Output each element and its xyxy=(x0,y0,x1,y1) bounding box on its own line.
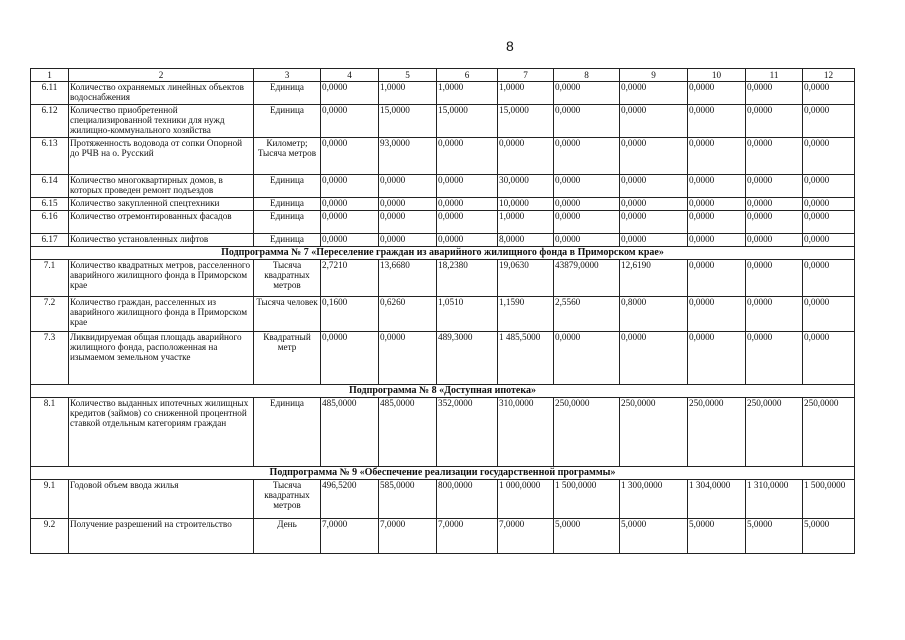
value-cell: 0,0000 xyxy=(688,297,746,332)
value-cell: 0,0000 xyxy=(437,211,498,234)
column-header: 5 xyxy=(379,69,437,82)
value-cell: 15,0000 xyxy=(437,105,498,138)
value-cell: 0,0000 xyxy=(620,198,688,211)
unit-cell: Квадратный метр xyxy=(254,332,321,385)
value-cell: 0,0000 xyxy=(803,82,855,105)
value-cell: 5,0000 xyxy=(746,519,803,554)
value-cell: 0,0000 xyxy=(554,234,620,247)
value-cell: 0,0000 xyxy=(379,234,437,247)
value-cell: 0,0000 xyxy=(803,332,855,385)
value-cell: 0,0000 xyxy=(746,211,803,234)
value-cell: 0,0000 xyxy=(321,82,379,105)
row-number-cell: 6.11 xyxy=(31,82,69,105)
value-cell: 0,0000 xyxy=(688,234,746,247)
value-cell: 352,0000 xyxy=(437,398,498,467)
value-cell: 2,5560 xyxy=(554,297,620,332)
indicator-name-cell: Количество выданных ипотечных жилищных кредитов (займов) со сниженной процентной ставкой отдельным категориям граждан xyxy=(69,398,254,467)
unit-cell: Единица xyxy=(254,398,321,467)
value-cell: 0,0000 xyxy=(803,260,855,297)
value-cell: 7,0000 xyxy=(437,519,498,554)
table-row xyxy=(31,260,855,297)
indicator-name-cell: Количество закупленной спецтехники xyxy=(69,198,254,211)
value-cell: 0,0000 xyxy=(554,332,620,385)
table-row xyxy=(31,175,855,198)
value-cell: 0,0000 xyxy=(746,198,803,211)
table-row xyxy=(31,332,855,385)
value-cell: 0,0000 xyxy=(620,332,688,385)
value-cell: 7,0000 xyxy=(321,519,379,554)
value-cell: 5,0000 xyxy=(803,519,855,554)
row-number-cell: 7.3 xyxy=(31,332,69,385)
value-cell: 15,0000 xyxy=(379,105,437,138)
value-cell: 0,0000 xyxy=(746,234,803,247)
value-cell: 0,0000 xyxy=(554,175,620,198)
value-cell: 1 304,0000 xyxy=(688,480,746,519)
value-cell: 585,0000 xyxy=(379,480,437,519)
section-title: Подпрограмма № 7 «Переселение граждан из аварийного жилищного фонда в Приморском крае» xyxy=(31,247,855,260)
value-cell: 30,0000 xyxy=(498,175,554,198)
row-number-cell: 6.14 xyxy=(31,175,69,198)
row-number-cell: 6.17 xyxy=(31,234,69,247)
value-cell: 0,0000 xyxy=(688,138,746,175)
value-cell: 0,0000 xyxy=(746,297,803,332)
value-cell: 0,8000 xyxy=(620,297,688,332)
table-row xyxy=(31,297,855,332)
indicator-name-cell: Количество отремонтированных фасадов xyxy=(69,211,254,234)
column-header: 2 xyxy=(69,69,254,82)
value-cell: 1 500,0000 xyxy=(803,480,855,519)
value-cell: 0,0000 xyxy=(746,138,803,175)
table-row xyxy=(31,82,855,105)
value-cell: 8,0000 xyxy=(498,234,554,247)
indicator-name-cell: Количество многоквартирных домов, в которых проведен ремонт подъездов xyxy=(69,175,254,198)
value-cell: 0,0000 xyxy=(498,138,554,175)
section-heading-row xyxy=(31,385,855,398)
table-row xyxy=(31,198,855,211)
value-cell: 0,0000 xyxy=(554,138,620,175)
value-cell: 310,0000 xyxy=(498,398,554,467)
value-cell: 0,0000 xyxy=(321,332,379,385)
value-cell: 0,0000 xyxy=(803,105,855,138)
value-cell: 1,0510 xyxy=(437,297,498,332)
value-cell: 0,0000 xyxy=(620,234,688,247)
row-number-cell: 6.13 xyxy=(31,138,69,175)
value-cell: 0,0000 xyxy=(379,211,437,234)
unit-cell: Единица xyxy=(254,82,321,105)
value-cell: 0,0000 xyxy=(620,138,688,175)
value-cell: 0,0000 xyxy=(746,105,803,138)
value-cell: 5,0000 xyxy=(554,519,620,554)
table-row xyxy=(31,138,855,175)
value-cell: 0,0000 xyxy=(554,105,620,138)
value-cell: 12,6190 xyxy=(620,260,688,297)
value-cell: 43879,0000 xyxy=(554,260,620,297)
row-number-cell: 7.1 xyxy=(31,260,69,297)
value-cell: 0,0000 xyxy=(803,198,855,211)
value-cell: 0,0000 xyxy=(803,175,855,198)
value-cell: 0,0000 xyxy=(379,175,437,198)
value-cell: 489,3000 xyxy=(437,332,498,385)
table-row xyxy=(31,398,855,467)
table-row xyxy=(31,480,855,519)
value-cell: 250,0000 xyxy=(746,398,803,467)
column-header: 6 xyxy=(437,69,498,82)
column-header: 9 xyxy=(620,69,688,82)
value-cell: 0,0000 xyxy=(379,332,437,385)
indicator-name-cell: Количество приобретенной специализированной техники для нужд жилищно-коммунального хозяйства xyxy=(69,105,254,138)
value-cell: 0,0000 xyxy=(620,82,688,105)
value-cell: 0,0000 xyxy=(437,198,498,211)
unit-cell: Единица xyxy=(254,198,321,211)
column-header: 4 xyxy=(321,69,379,82)
column-header: 12 xyxy=(803,69,855,82)
section-heading-row xyxy=(31,247,855,260)
indicator-name-cell: Количество установленных лифтов xyxy=(69,234,254,247)
table-row xyxy=(31,105,855,138)
column-header: 3 xyxy=(254,69,321,82)
value-cell: 0,0000 xyxy=(803,211,855,234)
section-title: Подпрограмма № 8 «Доступная ипотека» xyxy=(31,385,855,398)
value-cell: 0,0000 xyxy=(321,234,379,247)
row-number-cell: 9.1 xyxy=(31,480,69,519)
value-cell: 0,0000 xyxy=(321,211,379,234)
unit-cell: Единица xyxy=(254,175,321,198)
unit-cell: Тысяча человек xyxy=(254,297,321,332)
value-cell: 7,0000 xyxy=(379,519,437,554)
value-cell: 0,0000 xyxy=(746,82,803,105)
table-row xyxy=(31,211,855,234)
value-cell: 0,0000 xyxy=(688,105,746,138)
indicators-table xyxy=(30,68,855,554)
value-cell: 0,0000 xyxy=(554,198,620,211)
value-cell: 0,0000 xyxy=(554,82,620,105)
indicator-name-cell: Количество квадратных метров, расселенного аварийного жилищного фонда в Приморском крае xyxy=(69,260,254,297)
value-cell: 0,0000 xyxy=(321,175,379,198)
value-cell: 0,6260 xyxy=(379,297,437,332)
value-cell: 1,1590 xyxy=(498,297,554,332)
table-row xyxy=(31,519,855,554)
unit-cell: Тысяча квадратных метров xyxy=(254,480,321,519)
value-cell: 0,0000 xyxy=(803,234,855,247)
unit-cell: Единица xyxy=(254,211,321,234)
value-cell: 250,0000 xyxy=(803,398,855,467)
table-row xyxy=(31,234,855,247)
page-number: 8 xyxy=(506,38,514,54)
value-cell: 0,0000 xyxy=(437,138,498,175)
value-cell: 0,0000 xyxy=(321,138,379,175)
value-cell: 0,0000 xyxy=(620,211,688,234)
value-cell: 0,0000 xyxy=(437,234,498,247)
indicator-name-cell: Количество граждан, расселенных из аварийного жилищного фонда в Приморском крае xyxy=(69,297,254,332)
value-cell: 0,0000 xyxy=(554,211,620,234)
value-cell: 18,2380 xyxy=(437,260,498,297)
value-cell: 15,0000 xyxy=(498,105,554,138)
value-cell: 0,0000 xyxy=(746,260,803,297)
value-cell: 19,0630 xyxy=(498,260,554,297)
value-cell: 0,0000 xyxy=(803,297,855,332)
value-cell: 1 000,0000 xyxy=(498,480,554,519)
row-number-cell: 7.2 xyxy=(31,297,69,332)
column-header: 8 xyxy=(554,69,620,82)
row-number-cell: 6.15 xyxy=(31,198,69,211)
value-cell: 0,0000 xyxy=(379,198,437,211)
value-cell: 0,0000 xyxy=(688,198,746,211)
column-header: 1 xyxy=(31,69,69,82)
row-number-cell: 8.1 xyxy=(31,398,69,467)
value-cell: 0,0000 xyxy=(620,175,688,198)
value-cell: 0,0000 xyxy=(321,198,379,211)
value-cell: 1,0000 xyxy=(437,82,498,105)
row-number-cell: 6.12 xyxy=(31,105,69,138)
value-cell: 485,0000 xyxy=(321,398,379,467)
value-cell: 5,0000 xyxy=(688,519,746,554)
unit-cell: День xyxy=(254,519,321,554)
unit-cell: Единица xyxy=(254,105,321,138)
value-cell: 0,0000 xyxy=(437,175,498,198)
header-row xyxy=(31,69,855,82)
value-cell: 485,0000 xyxy=(379,398,437,467)
indicator-name-cell: Количество охраняемых линейных объектов водоснабжения xyxy=(69,82,254,105)
value-cell: 5,0000 xyxy=(620,519,688,554)
value-cell: 496,5200 xyxy=(321,480,379,519)
column-header: 10 xyxy=(688,69,746,82)
unit-cell: Тысяча квадратных метров xyxy=(254,260,321,297)
section-title: Подпрограмма № 9 «Обеспечение реализации государственной программы» xyxy=(31,467,855,480)
value-cell: 800,0000 xyxy=(437,480,498,519)
value-cell: 0,0000 xyxy=(688,211,746,234)
value-cell: 0,0000 xyxy=(620,105,688,138)
row-number-cell: 6.16 xyxy=(31,211,69,234)
value-cell: 1 485,5000 xyxy=(498,332,554,385)
value-cell: 1,0000 xyxy=(498,82,554,105)
value-cell: 13,6680 xyxy=(379,260,437,297)
value-cell: 250,0000 xyxy=(688,398,746,467)
row-number-cell: 9.2 xyxy=(31,519,69,554)
value-cell: 250,0000 xyxy=(554,398,620,467)
value-cell: 93,0000 xyxy=(379,138,437,175)
value-cell: 0,0000 xyxy=(688,260,746,297)
value-cell: 0,0000 xyxy=(746,175,803,198)
value-cell: 0,0000 xyxy=(688,332,746,385)
value-cell: 0,0000 xyxy=(746,332,803,385)
value-cell: 0,1600 xyxy=(321,297,379,332)
value-cell: 1,0000 xyxy=(379,82,437,105)
indicator-name-cell: Ликвидируемая общая площадь аварийного жилищного фонда, расположенная на изымаемом земельном участке xyxy=(69,332,254,385)
value-cell: 10,0000 xyxy=(498,198,554,211)
indicator-name-cell: Годовой объем ввода жилья xyxy=(69,480,254,519)
value-cell: 0,0000 xyxy=(321,105,379,138)
value-cell: 1,0000 xyxy=(498,211,554,234)
indicator-name-cell: Протяженность водовода от сопки Опорной до РЧВ на о. Русский xyxy=(69,138,254,175)
value-cell: 1 300,0000 xyxy=(620,480,688,519)
value-cell: 1 500,0000 xyxy=(554,480,620,519)
value-cell: 0,0000 xyxy=(688,82,746,105)
indicator-name-cell: Получение разрешений на строительство xyxy=(69,519,254,554)
value-cell: 7,0000 xyxy=(498,519,554,554)
unit-cell: Километр; Тысяча метров xyxy=(254,138,321,175)
unit-cell: Единица xyxy=(254,234,321,247)
value-cell: 1 310,0000 xyxy=(746,480,803,519)
column-header: 11 xyxy=(746,69,803,82)
value-cell: 2,7210 xyxy=(321,260,379,297)
value-cell: 0,0000 xyxy=(803,138,855,175)
section-heading-row xyxy=(31,467,855,480)
column-header: 7 xyxy=(498,69,554,82)
value-cell: 0,0000 xyxy=(688,175,746,198)
value-cell: 250,0000 xyxy=(620,398,688,467)
